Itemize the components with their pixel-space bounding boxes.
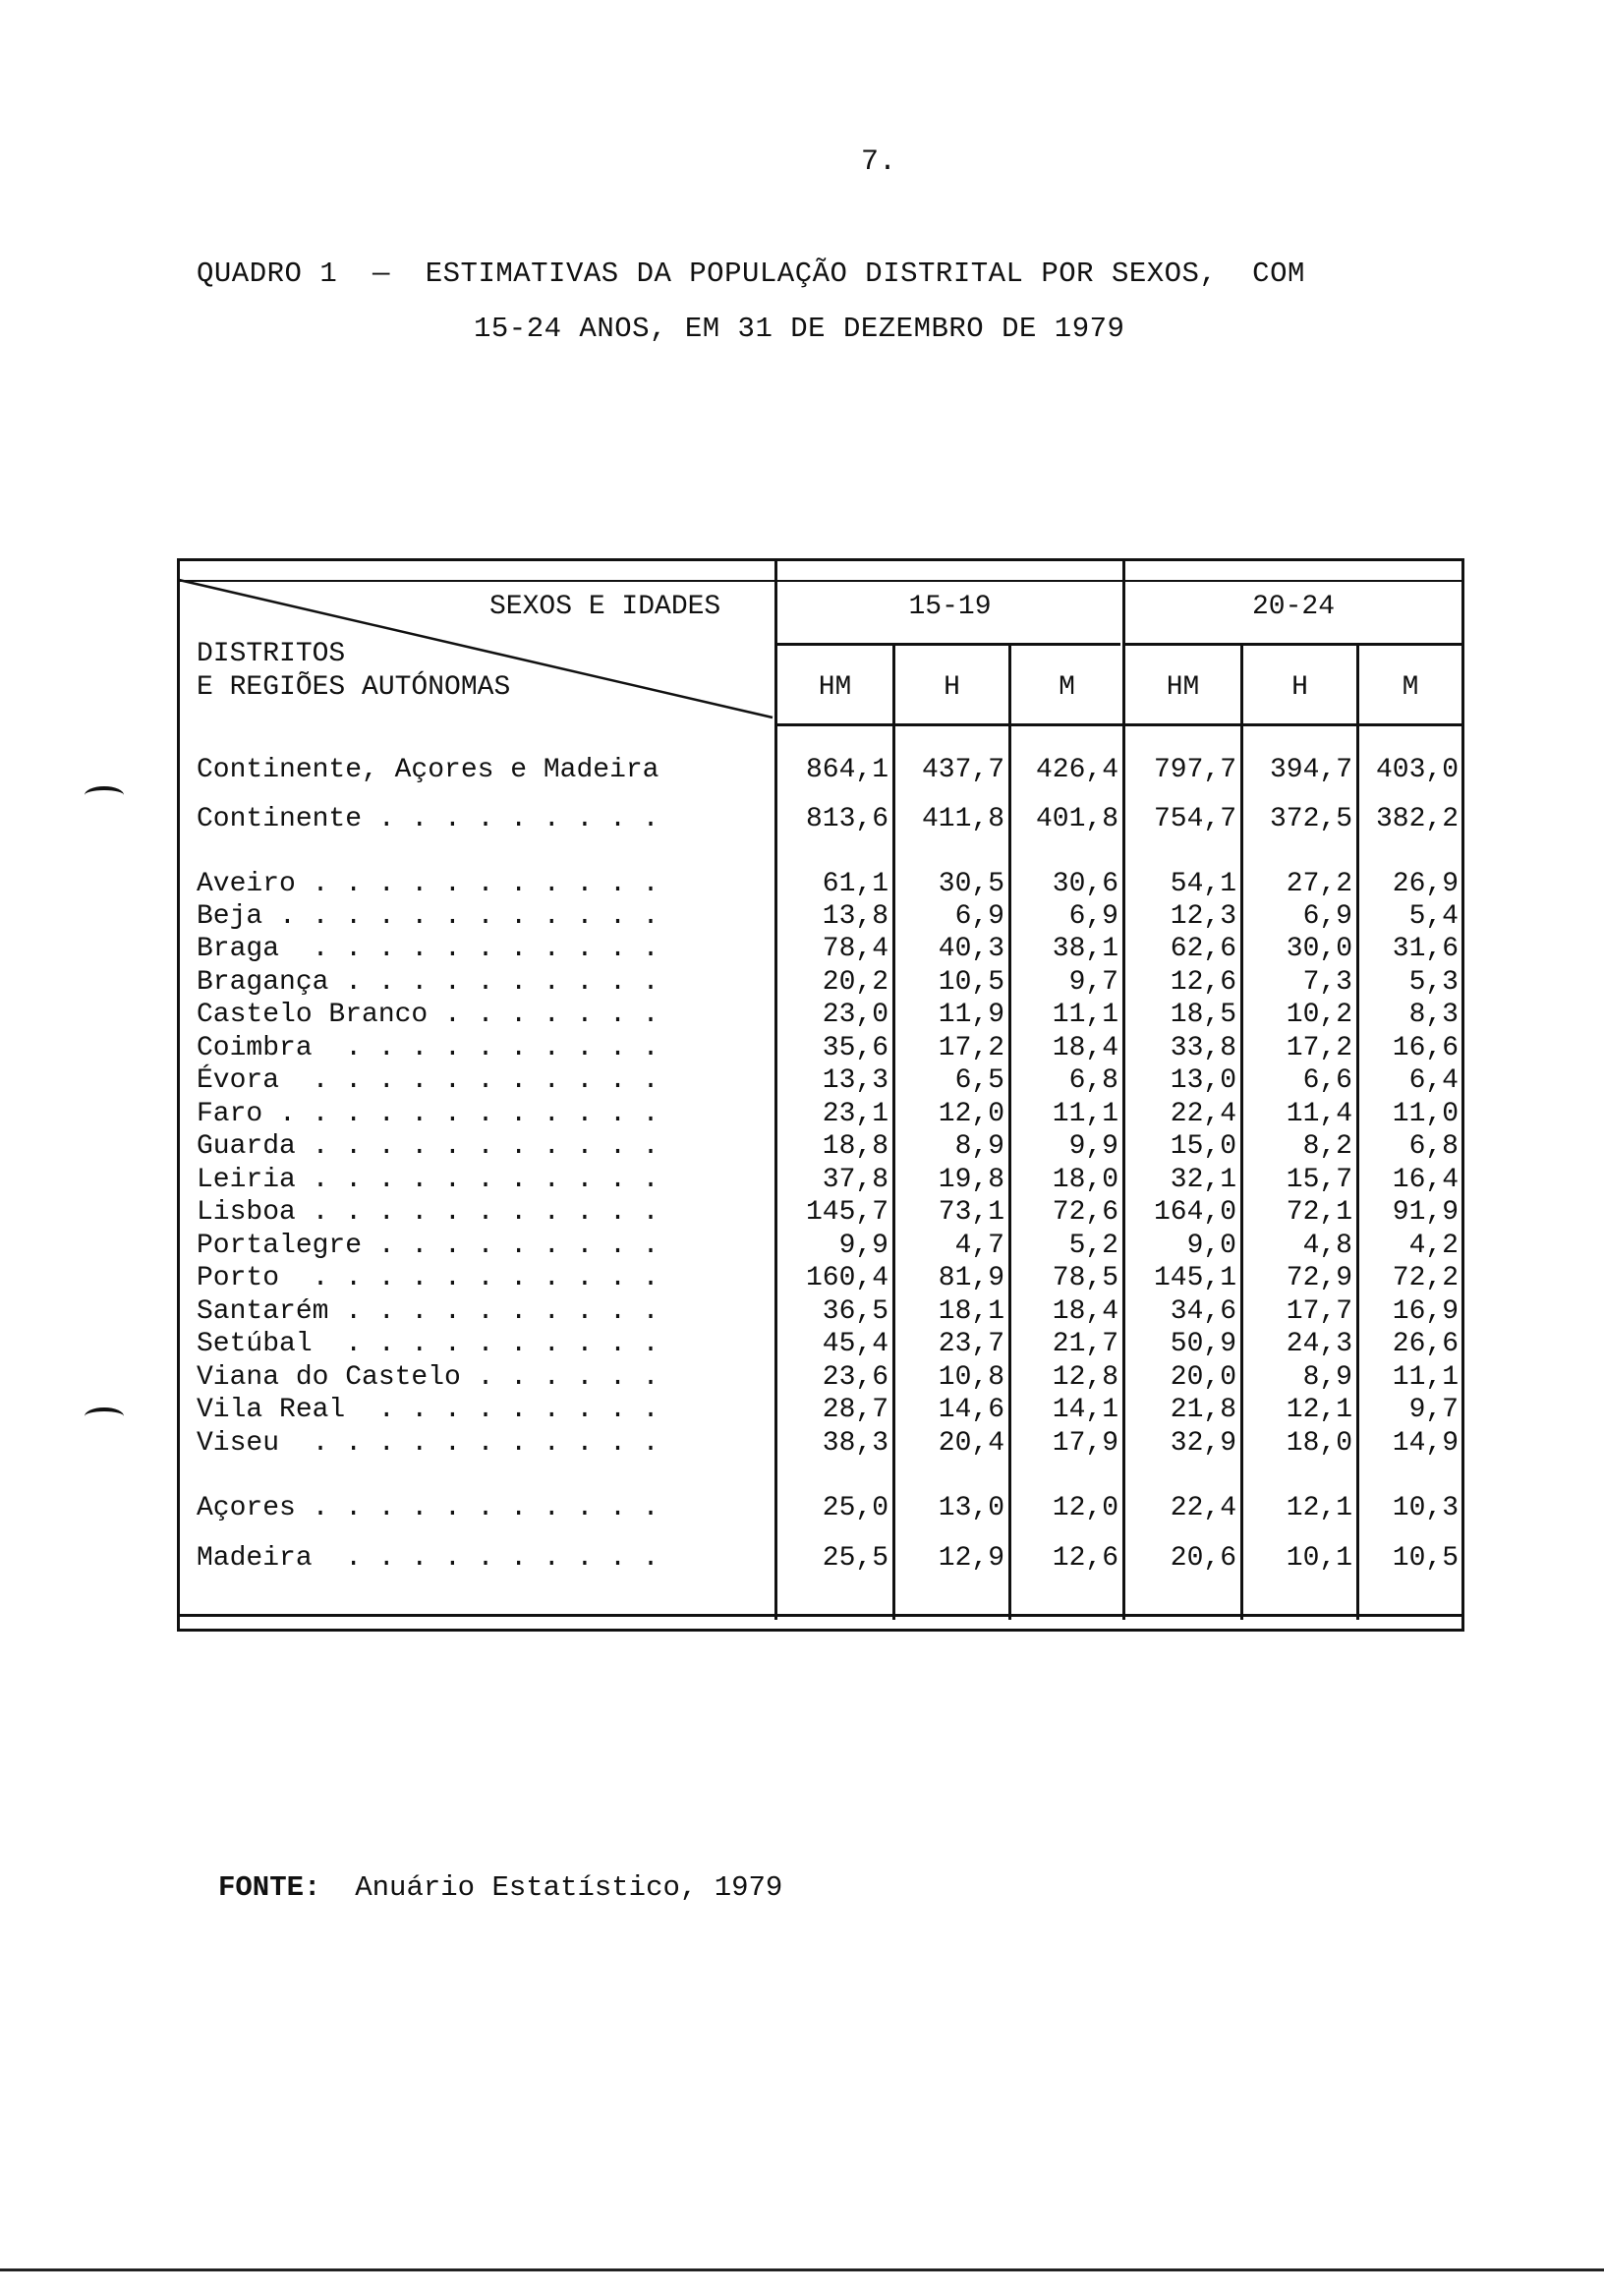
row-value-4: 4,8 [1302, 1231, 1352, 1261]
row-value-3: 9,0 [1186, 1231, 1236, 1261]
row-value-1: 81,9 [938, 1263, 1004, 1293]
row-value-1: 14,6 [938, 1395, 1004, 1425]
row-label: Açores . . . . . . . . . . . [197, 1493, 659, 1523]
row-label: Portalegre . . . . . . . . . [197, 1231, 659, 1261]
row-value-4: 24,3 [1286, 1329, 1352, 1359]
row-value-4: 372,5 [1269, 804, 1352, 834]
population-table [177, 558, 1464, 1632]
row-value-5: 10,5 [1392, 1543, 1459, 1574]
row-value-4: 72,1 [1286, 1197, 1352, 1228]
row-value-4: 18,0 [1286, 1428, 1352, 1459]
row-value-3: 15,0 [1170, 1131, 1236, 1162]
corner-header-bottom-2: E REGIÕES AUTÓNOMAS [197, 672, 511, 703]
row-label: Faro . . . . . . . . . . . . [197, 1099, 659, 1129]
subheader-hm-20-24: HM [1166, 672, 1200, 703]
row-value-5: 8,3 [1408, 1000, 1459, 1030]
row-value-0: 36,5 [822, 1296, 888, 1327]
row-value-2: 18,4 [1052, 1296, 1118, 1327]
row-value-1: 4,7 [954, 1231, 1004, 1261]
row-value-0: 37,8 [822, 1165, 888, 1195]
row-value-2: 11,1 [1052, 1099, 1118, 1129]
row-value-4: 30,0 [1286, 934, 1352, 964]
row-value-4: 7,3 [1302, 967, 1352, 998]
row-value-4: 27,2 [1286, 869, 1352, 899]
row-value-3: 50,9 [1170, 1329, 1236, 1359]
row-value-1: 437,7 [921, 755, 1004, 785]
row-value-1: 13,0 [938, 1493, 1004, 1523]
row-value-3: 22,4 [1170, 1099, 1236, 1129]
row-label: Évora . . . . . . . . . . . [197, 1065, 659, 1096]
row-value-1: 8,9 [954, 1131, 1004, 1162]
row-value-2: 6,8 [1068, 1065, 1118, 1096]
row-value-0: 864,1 [805, 755, 888, 785]
row-value-3: 32,1 [1170, 1165, 1236, 1195]
row-value-1: 30,5 [938, 869, 1004, 899]
row-label: Viseu . . . . . . . . . . . [197, 1428, 659, 1459]
row-value-3: 797,7 [1153, 755, 1236, 785]
row-value-2: 38,1 [1052, 934, 1118, 964]
row-value-5: 5,4 [1408, 901, 1459, 932]
row-value-0: 45,4 [822, 1329, 888, 1359]
table-bottom-border [177, 1629, 1464, 1632]
row-value-1: 19,8 [938, 1165, 1004, 1195]
row-value-5: 16,4 [1392, 1165, 1459, 1195]
row-value-2: 12,0 [1052, 1493, 1118, 1523]
row-value-3: 62,6 [1170, 934, 1236, 964]
row-value-1: 6,9 [954, 901, 1004, 932]
row-value-0: 813,6 [805, 804, 888, 834]
row-value-4: 15,7 [1286, 1165, 1352, 1195]
row-value-3: 20,6 [1170, 1543, 1236, 1574]
col-divider-4 [1240, 643, 1243, 1620]
row-value-5: 9,7 [1408, 1395, 1459, 1425]
row-value-1: 20,4 [938, 1428, 1004, 1459]
row-label: Setúbal . . . . . . . . . . [197, 1329, 659, 1359]
row-value-1: 411,8 [921, 804, 1004, 834]
row-value-5: 16,6 [1392, 1033, 1459, 1063]
row-value-5: 26,9 [1392, 869, 1459, 899]
margin-mark-bottom [85, 1407, 124, 1425]
row-value-1: 23,7 [938, 1329, 1004, 1359]
row-value-5: 6,8 [1408, 1131, 1459, 1162]
row-value-0: 35,6 [822, 1033, 888, 1063]
row-value-4: 8,9 [1302, 1362, 1352, 1393]
row-value-2: 6,9 [1068, 901, 1118, 932]
row-value-0: 61,1 [822, 869, 888, 899]
row-value-3: 33,8 [1170, 1033, 1236, 1063]
row-value-4: 10,1 [1286, 1543, 1352, 1574]
subheader-m-20-24: M [1402, 672, 1419, 703]
row-value-0: 25,0 [822, 1493, 888, 1523]
row-value-2: 9,9 [1068, 1131, 1118, 1162]
row-value-5: 26,6 [1392, 1329, 1459, 1359]
table-right-border [1461, 558, 1464, 1632]
row-value-5: 382,2 [1375, 804, 1459, 834]
row-value-1: 12,9 [938, 1543, 1004, 1574]
row-value-3: 54,1 [1170, 869, 1236, 899]
row-value-5: 10,3 [1392, 1493, 1459, 1523]
row-value-1: 17,2 [938, 1033, 1004, 1063]
row-value-1: 6,5 [954, 1065, 1004, 1096]
row-label: Castelo Branco . . . . . . . [197, 1000, 659, 1030]
row-value-5: 6,4 [1408, 1065, 1459, 1096]
row-label: Leiria . . . . . . . . . . . [197, 1165, 659, 1195]
row-value-3: 12,3 [1170, 901, 1236, 932]
row-value-3: 20,0 [1170, 1362, 1236, 1393]
row-value-2: 5,2 [1068, 1231, 1118, 1261]
col-divider-1 [892, 643, 895, 1620]
group-divider [1122, 558, 1125, 1620]
row-value-5: 11,0 [1392, 1099, 1459, 1129]
row-label: Vila Real . . . . . . . . . [197, 1395, 659, 1425]
row-value-5: 5,3 [1408, 967, 1459, 998]
row-value-2: 18,0 [1052, 1165, 1118, 1195]
row-value-4: 10,2 [1286, 1000, 1352, 1030]
source-note [218, 1871, 782, 1904]
row-value-2: 12,6 [1052, 1543, 1118, 1574]
row-label: Guarda . . . . . . . . . . . [197, 1131, 659, 1162]
row-value-5: 4,2 [1408, 1231, 1459, 1261]
subheader-h-15-19: H [944, 672, 960, 703]
row-value-2: 72,6 [1052, 1197, 1118, 1228]
row-value-3: 12,6 [1170, 967, 1236, 998]
header-bottom-rule [777, 723, 1461, 726]
subheader-rule-left [777, 643, 1120, 646]
row-label: Beja . . . . . . . . . . . . [197, 901, 659, 932]
row-value-5: 91,9 [1392, 1197, 1459, 1228]
row-value-4: 12,1 [1286, 1395, 1352, 1425]
row-label: Lisboa . . . . . . . . . . . [197, 1197, 659, 1228]
page-number: 7. [861, 145, 897, 179]
row-value-0: 20,2 [822, 967, 888, 998]
row-value-2: 18,4 [1052, 1033, 1118, 1063]
row-label: Porto . . . . . . . . . . . [197, 1263, 659, 1293]
row-value-4: 11,4 [1286, 1099, 1352, 1129]
row-label: Coimbra . . . . . . . . . . [197, 1033, 659, 1063]
row-value-3: 145,1 [1153, 1263, 1236, 1293]
subheader-m-15-19: M [1059, 672, 1075, 703]
row-label: Madeira . . . . . . . . . . [197, 1543, 659, 1574]
row-value-2: 17,9 [1052, 1428, 1118, 1459]
row-value-1: 10,8 [938, 1362, 1004, 1393]
row-value-0: 13,3 [822, 1065, 888, 1096]
row-value-5: 403,0 [1375, 755, 1459, 785]
table-bottom-rule [177, 1614, 1464, 1617]
row-value-3: 164,0 [1153, 1197, 1236, 1228]
row-value-0: 78,4 [822, 934, 888, 964]
row-value-0: 25,5 [822, 1543, 888, 1574]
subheader-h-20-24: H [1291, 672, 1308, 703]
row-value-1: 18,1 [938, 1296, 1004, 1327]
row-value-0: 23,0 [822, 1000, 888, 1030]
row-value-3: 21,8 [1170, 1395, 1236, 1425]
row-label: Viana do Castelo . . . . . . [197, 1362, 659, 1393]
row-value-2: 11,1 [1052, 1000, 1118, 1030]
row-value-2: 30,6 [1052, 869, 1118, 899]
row-value-4: 8,2 [1302, 1131, 1352, 1162]
row-value-3: 22,4 [1170, 1493, 1236, 1523]
row-value-0: 9,9 [838, 1231, 888, 1261]
row-label: Aveiro . . . . . . . . . . . [197, 869, 659, 899]
row-value-0: 23,1 [822, 1099, 888, 1129]
row-value-0: 28,7 [822, 1395, 888, 1425]
row-value-1: 10,5 [938, 967, 1004, 998]
subheader-rule-right [1125, 643, 1461, 646]
row-value-2: 9,7 [1068, 967, 1118, 998]
row-value-4: 17,2 [1286, 1033, 1352, 1063]
source-label: FONTE: [218, 1871, 321, 1904]
row-value-1: 12,0 [938, 1099, 1004, 1129]
group-header-15-19: 15-19 [908, 592, 992, 622]
row-value-5: 72,2 [1392, 1263, 1459, 1293]
row-value-5: 14,9 [1392, 1428, 1459, 1459]
row-value-3: 18,5 [1170, 1000, 1236, 1030]
row-value-3: 32,9 [1170, 1428, 1236, 1459]
row-value-2: 401,8 [1035, 804, 1118, 834]
row-value-0: 145,7 [805, 1197, 888, 1228]
row-value-2: 12,8 [1052, 1362, 1118, 1393]
row-value-5: 31,6 [1392, 934, 1459, 964]
row-label: Continente, Açores e Madeira [197, 755, 659, 785]
row-value-4: 6,6 [1302, 1065, 1352, 1096]
row-value-0: 13,8 [822, 901, 888, 932]
row-value-4: 12,1 [1286, 1493, 1352, 1523]
row-value-4: 6,9 [1302, 901, 1352, 932]
row-value-4: 72,9 [1286, 1263, 1352, 1293]
table-title-line-1: QUADRO 1 — ESTIMATIVAS DA POPULAÇÃO DISTRITAL POR SEXOS, COM [197, 258, 1305, 290]
row-value-2: 14,1 [1052, 1395, 1118, 1425]
row-value-2: 21,7 [1052, 1329, 1118, 1359]
corner-header-top: SEXOS E IDADES [489, 592, 721, 622]
row-label: Braga . . . . . . . . . . . [197, 934, 659, 964]
row-value-3: 754,7 [1153, 804, 1236, 834]
row-value-2: 78,5 [1052, 1263, 1118, 1293]
row-value-0: 23,6 [822, 1362, 888, 1393]
row-value-0: 38,3 [822, 1428, 888, 1459]
table-title-line-2: 15-24 ANOS, EM 31 DE DEZEMBRO DE 1979 [474, 313, 1125, 345]
row-value-1: 40,3 [938, 934, 1004, 964]
row-value-5: 11,1 [1392, 1362, 1459, 1393]
source-text: Anuário Estatístico, 1979 [355, 1871, 783, 1904]
row-label: Continente . . . . . . . . . [197, 804, 659, 834]
row-value-1: 11,9 [938, 1000, 1004, 1030]
row-value-3: 34,6 [1170, 1296, 1236, 1327]
row-value-4: 17,7 [1286, 1296, 1352, 1327]
row-value-1: 73,1 [938, 1197, 1004, 1228]
page-bottom-rule [0, 2268, 1604, 2271]
row-value-3: 13,0 [1170, 1065, 1236, 1096]
row-value-0: 160,4 [805, 1263, 888, 1293]
row-value-5: 16,9 [1392, 1296, 1459, 1327]
row-label: Bragança . . . . . . . . . . [197, 967, 659, 998]
corner-header-bottom-1: DISTRITOS [197, 639, 346, 669]
row-value-2: 426,4 [1035, 755, 1118, 785]
margin-mark-top [85, 786, 124, 804]
group-header-20-24: 20-24 [1251, 592, 1335, 622]
row-label: Santarém . . . . . . . . . . [197, 1296, 659, 1327]
row-value-0: 18,8 [822, 1131, 888, 1162]
row-value-4: 394,7 [1269, 755, 1352, 785]
subheader-hm-15-19: HM [818, 672, 852, 703]
